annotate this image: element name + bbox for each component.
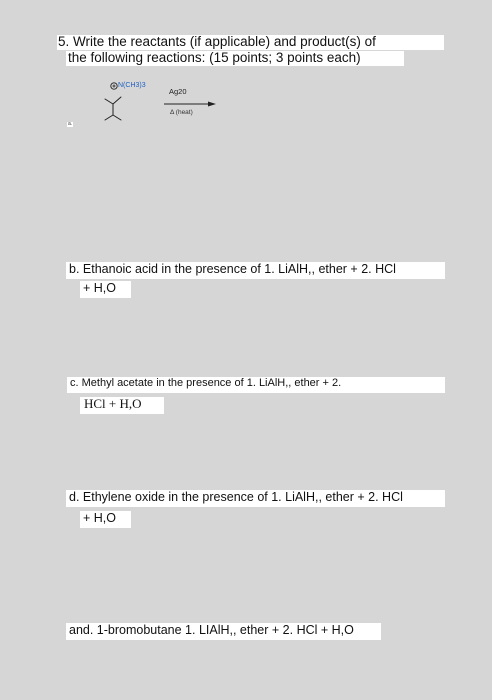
part-d-line1: d. Ethylene oxide in the presence of 1. LiAlH,, ether + 2. HCl <box>66 490 445 507</box>
reaction-arrow <box>164 102 216 107</box>
substrate-skeleton <box>105 97 121 120</box>
part-b-line1: b. Ethanoic acid in the presence of 1. LiAlH,, ether + 2. HCl <box>66 262 445 279</box>
reagent-label: Ag20 <box>169 87 187 96</box>
amine-group-label: N(CH3)3 <box>118 82 146 89</box>
part-b-line2: + H,O <box>80 281 131 298</box>
question-title-line1: 5. Write the reactants (if applicable) and product(s) of <box>57 35 444 50</box>
part-c-line1: c. Methyl acetate in the presence of 1. LiAlH,, ether + 2. <box>67 377 445 393</box>
part-a-label: a. <box>68 121 73 127</box>
condition-label: Δ (heat) <box>170 109 193 116</box>
reaction-scheme-drawing <box>60 70 230 140</box>
question-title-line2: the following reactions: (15 points; 3 points each) <box>66 51 404 66</box>
reaction-scheme-a <box>60 70 230 140</box>
part-c-line2: HCl + H,O <box>80 397 164 414</box>
part-e-line1: and. 1-bromobutane 1. LIAlH,, ether + 2. HCl + H,O <box>66 623 381 640</box>
part-d-line2: + H,O <box>80 511 131 528</box>
